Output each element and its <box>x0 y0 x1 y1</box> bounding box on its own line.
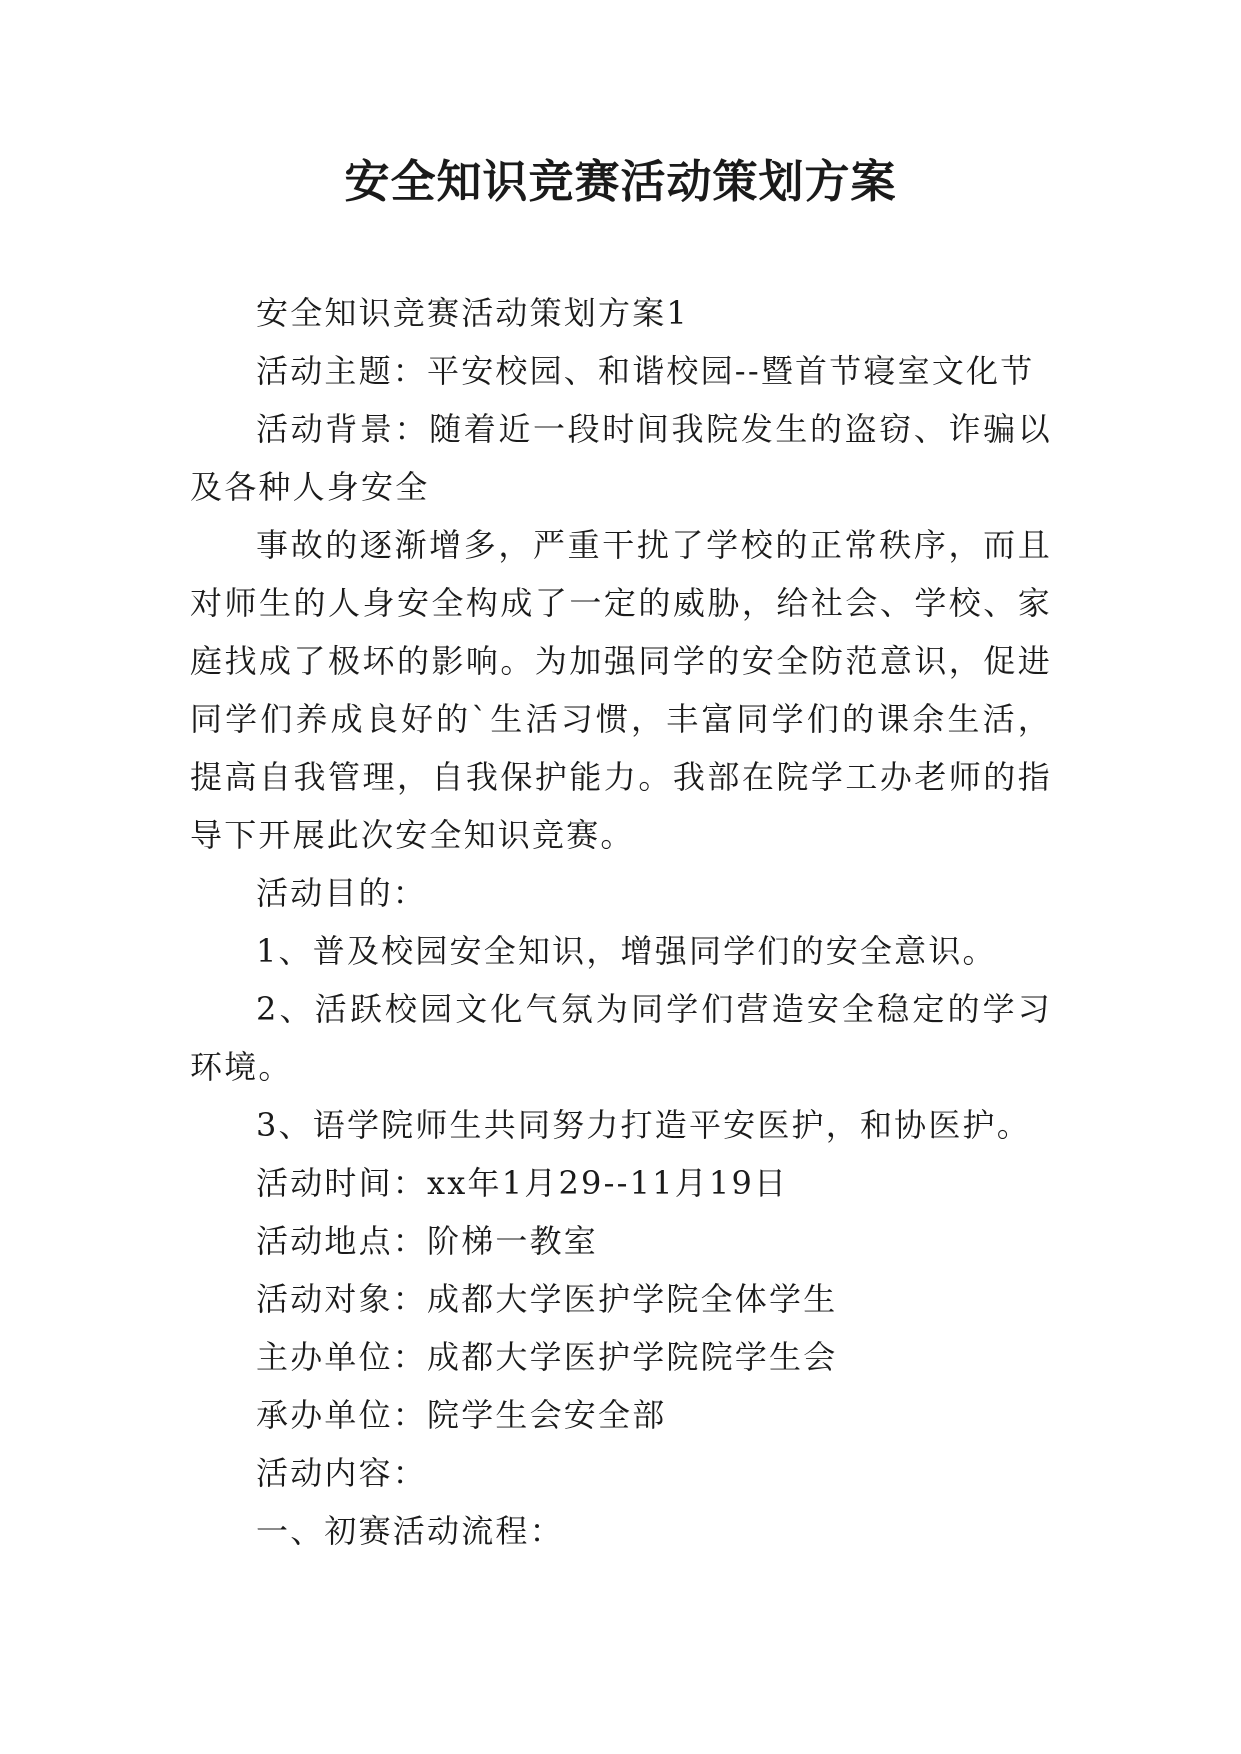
document-body <box>190 284 1052 1560</box>
paragraph-purpose-3: 3、语学院师生共同努力打造平安医护，和协医护。 <box>256 1106 1031 1144</box>
paragraph-host: 承办单位：院学生会安全部 <box>256 1396 667 1434</box>
paragraph-organizer: 主办单位：成都大学医护学院院学生会 <box>256 1338 838 1376</box>
document-title: 安全知识竞赛活动策划方案 <box>344 155 897 208</box>
paragraph-preliminary-heading: 一、初赛活动流程： <box>256 1512 564 1550</box>
paragraph-purpose-2: 2、活跃校园文化气氛为同学们营造安全稳定的学习环境。 <box>190 990 1052 1086</box>
paragraph-time: 活动时间：xx年1月29--11月19日 <box>256 1164 789 1202</box>
paragraph-theme: 活动主题：平安校园、和谐校园--暨首节寝室文化节 <box>256 352 1035 390</box>
paragraph-purpose-label: 活动目的： <box>256 874 428 912</box>
paragraph-location: 活动地点：阶梯一教室 <box>256 1222 599 1260</box>
paragraph-audience: 活动对象：成都大学医护学院全体学生 <box>256 1280 838 1318</box>
paragraph-plan-heading: 安全知识竞赛活动策划方案1 <box>256 294 689 332</box>
paragraph-purpose-1: 1、普及校园安全知识，增强同学们的安全意识。 <box>256 932 997 970</box>
paragraph-content-label: 活动内容： <box>256 1454 428 1492</box>
paragraph-background-detail: 事故的逐渐增多，严重干扰了学校的正常秩序，而且对师生的人身安全构成了一定的威胁，给社会、学校、家庭找成了极坏的影响。为加强同学的安全防范意识，促进同学们养成良好的`生活习惯，丰富同学们的课余生活，提高自我管理，自我保护能力。我部在院学工办老师的指导下开展此次安全知识竞赛。 <box>190 526 1052 854</box>
paragraph-background: 活动背景：随着近一段时间我院发生的盗窃、诈骗以及各种人身安全 <box>190 410 1052 506</box>
